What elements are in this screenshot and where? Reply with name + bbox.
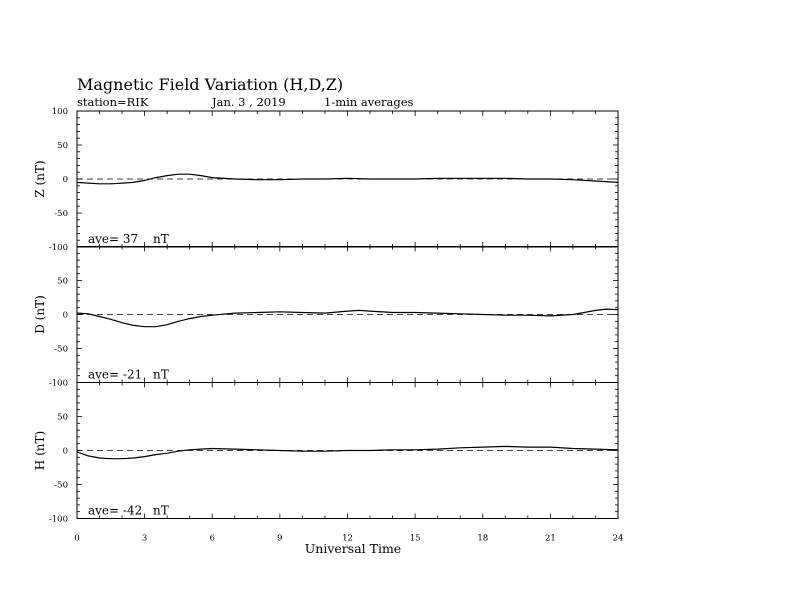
x-tick-label: 6 xyxy=(209,533,215,544)
y-tick-label: 50 xyxy=(57,276,68,287)
y-tick-label: 0 xyxy=(62,310,68,321)
panel-z xyxy=(33,107,618,253)
averages-label: 1-min averages xyxy=(324,95,414,109)
x-axis-label: Universal Time xyxy=(304,541,402,556)
series-line-d xyxy=(77,309,618,327)
x-tick-label: 24 xyxy=(612,533,624,544)
station-label: station=RIK xyxy=(77,95,149,109)
series-line-h xyxy=(77,446,618,458)
ave-label: ave= 37 xyxy=(88,232,139,246)
y-tick-label: -50 xyxy=(54,209,68,219)
y-tick-label: 0 xyxy=(62,175,68,185)
y-axis-label: H (nT) xyxy=(33,430,47,471)
y-tick-label: 50 xyxy=(57,412,68,423)
x-tick-label: 18 xyxy=(477,533,489,544)
y-tick-label: 50 xyxy=(57,141,68,151)
ave-label: ave= -42 xyxy=(88,503,143,518)
x-tick-label: 3 xyxy=(141,533,148,544)
y-tick-label: -100 xyxy=(48,378,68,389)
y-tick-label: -50 xyxy=(54,344,68,355)
ave-unit: nT xyxy=(153,503,169,518)
x-tick-label: 21 xyxy=(544,533,556,544)
ave-unit: nT xyxy=(153,232,169,246)
ave-label: ave= -21 xyxy=(88,367,143,382)
panels xyxy=(33,107,618,525)
x-tick-label: 9 xyxy=(277,533,283,544)
y-axis-label: D (nT) xyxy=(33,295,47,334)
y-tick-label: -50 xyxy=(54,480,68,491)
x-tick-label: 12 xyxy=(342,533,353,544)
y-axis-label: Z (nT) xyxy=(33,160,47,198)
y-tick-label: 100 xyxy=(51,107,68,117)
panel-d xyxy=(33,247,618,389)
chart-title: Magnetic Field Variation (H,D,Z) xyxy=(77,75,344,94)
ave-unit: nT xyxy=(153,367,169,382)
x-tick-label: 15 xyxy=(409,533,421,544)
y-tick-label: 0 xyxy=(62,446,68,457)
date-label: Jan. 3 , 2019 xyxy=(212,95,286,109)
y-tick-label: -100 xyxy=(48,243,68,253)
x-tick-label: 0 xyxy=(74,533,80,544)
y-tick-label: -100 xyxy=(48,514,68,525)
panel-h xyxy=(33,383,618,525)
